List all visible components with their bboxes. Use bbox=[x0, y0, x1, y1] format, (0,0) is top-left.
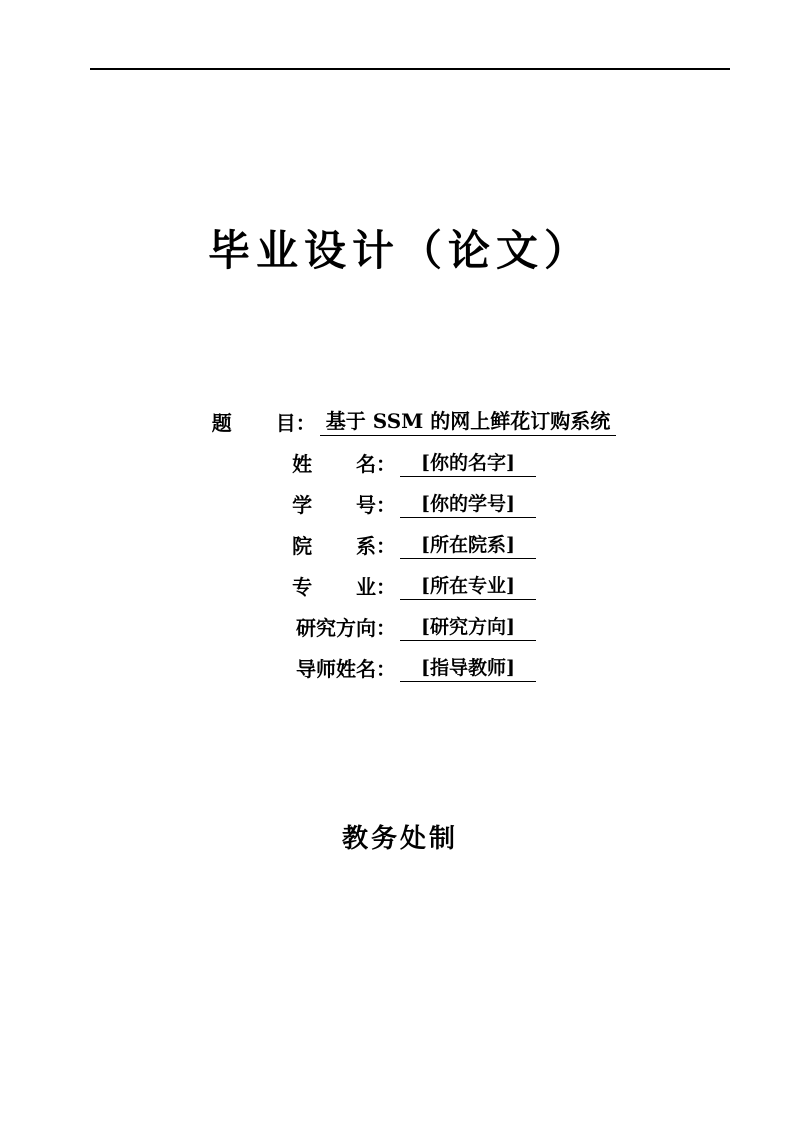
field-label-advisor: 导师姓名： bbox=[296, 657, 396, 681]
field-label-major bbox=[264, 571, 396, 600]
field-label-major-char: 专 bbox=[292, 575, 313, 599]
field-label-department-suffix: 系： bbox=[356, 534, 396, 558]
field-label-topic-char: 题 bbox=[211, 411, 232, 435]
field-label-topic-suffix: 目： bbox=[275, 411, 316, 435]
page-title: 毕业设计（论文） bbox=[207, 226, 592, 275]
field-row-research-area bbox=[0, 613, 800, 641]
field-value-student-id[interactable]: [你的学号] bbox=[400, 489, 536, 518]
field-label-topic bbox=[184, 407, 316, 436]
field-label-name bbox=[264, 448, 396, 477]
field-value-topic[interactable]: 基于 SSM 的网上鲜花订购系统 bbox=[320, 405, 617, 436]
field-label-research-area: 研究方向： bbox=[296, 616, 396, 640]
cover-fields-list bbox=[0, 408, 800, 695]
field-row-name bbox=[0, 449, 800, 477]
field-label-name-suffix: 名： bbox=[356, 452, 396, 476]
issuing-office-label: 教务处制 bbox=[341, 824, 458, 854]
field-label-name-char: 姓 bbox=[292, 452, 313, 476]
field-row-advisor bbox=[0, 654, 800, 682]
field-row-student-id bbox=[0, 490, 800, 518]
field-value-department[interactable]: [所在院系] bbox=[400, 530, 536, 559]
field-label-student-id-char: 学 bbox=[292, 493, 313, 517]
field-value-major[interactable]: [所在专业] bbox=[400, 571, 536, 600]
field-value-research-area[interactable]: [研究方向] bbox=[400, 612, 536, 641]
field-label-student-id bbox=[264, 489, 396, 518]
field-row-major bbox=[0, 572, 800, 600]
header-rule bbox=[90, 68, 730, 70]
field-label-major-suffix: 业： bbox=[356, 575, 396, 599]
field-row-department bbox=[0, 531, 800, 559]
field-value-name[interactable]: [你的名字] bbox=[400, 448, 536, 477]
field-row-topic bbox=[0, 408, 800, 436]
field-label-student-id-suffix: 号： bbox=[356, 493, 396, 517]
field-value-advisor[interactable]: [指导教师] bbox=[400, 653, 536, 682]
field-label-department bbox=[264, 530, 396, 559]
field-label-department-char: 院 bbox=[292, 534, 313, 558]
